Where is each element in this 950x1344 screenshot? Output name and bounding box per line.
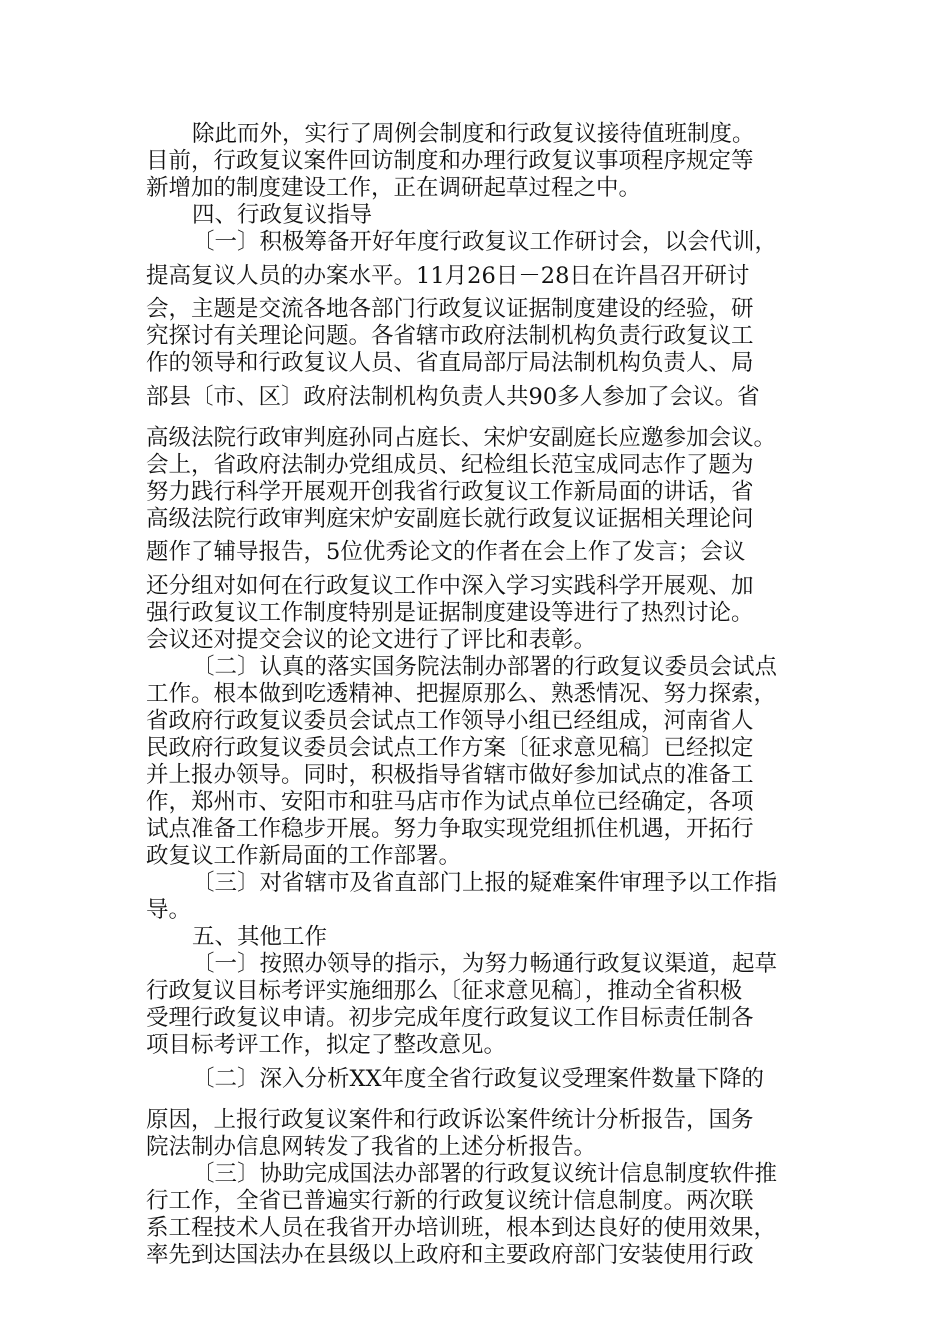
body-text-line: 高级法院行政审判庭孙同占庭长、宋炉安副庭长应邀参加会议。 — [146, 425, 777, 451]
body-text-line: 原因，上报行政复议案件和行政诉讼案件统计分析报告，国务 — [146, 1107, 754, 1133]
body-text-line: 院法制办信息网转发了我省的上述分析报告。 — [146, 1134, 597, 1160]
body-text-line: 部县〔市、区〕政府法制机构负责人共90多人参加了会议。省 — [146, 384, 760, 410]
body-text-line: 工作。根本做到吃透精神、把握原那么、熟悉情况、努力探索， — [146, 681, 777, 707]
body-text-line: 〔一〕按照办领导的指示，为努力畅通行政复议渠道，起草 — [192, 951, 778, 977]
body-text-line: 并上报办领导。同时，积极指导省辖市做好参加试点的准备工 — [146, 762, 754, 788]
body-text-line: 究探讨有关理论问题。各省辖市政府法制机构负责行政复议工 — [146, 323, 754, 349]
body-text-line: 率先到达国法办在县级以上政府和主要政府部门安装使用行政 — [146, 1242, 754, 1268]
body-text-line: 除此而外，实行了周例会制度和行政复议接待值班制度。 — [192, 121, 755, 147]
body-text-line: 题作了辅导报告，5位优秀论文的作者在会上作了发言；会议 — [146, 539, 746, 565]
body-text-line: 民政府行政复议委员会试点工作方案〔征求意见稿〕已经拟定 — [146, 735, 754, 761]
body-text-line: 〔三〕对省辖市及省直部门上报的疑难案件审理予以工作指 — [192, 870, 778, 896]
body-text-line: 新增加的制度建设工作，正在调研起草过程之中。 — [146, 175, 642, 201]
body-text-line: 系工程技术人员在我省开办培训班，根本到达良好的使用效果， — [146, 1215, 777, 1241]
body-text-line: 目前，行政复议案件回访制度和办理行政复议事项程序规定等 — [146, 148, 754, 174]
body-text-line: 受理行政复议申请。初步完成年度行政复议工作目标责任制各 — [146, 1005, 754, 1031]
body-text-line: 〔二〕认真的落实国务院法制办部署的行政复议委员会试点 — [192, 654, 778, 680]
body-text-line: 〔一〕积极筹备开好年度行政复议工作研讨会，以会代训， — [192, 229, 778, 255]
body-text-line: 提高复议人员的办案水平。11月26日－28日在许昌召开研讨 — [146, 263, 750, 289]
body-text-line: 会，主题是交流各地各部门行政复议证据制度建设的经验，研 — [146, 296, 754, 322]
body-text-line: 项目标考评工作，拟定了整改意见。 — [146, 1032, 507, 1058]
body-text-line: 努力践行科学开展观开创我省行政复议工作新局面的讲话，省 — [146, 479, 754, 505]
body-text-line: 作，郑州市、安阳市和驻马店市作为试点单位已经确定，各项 — [146, 789, 754, 815]
body-text-line: 高级法院行政审判庭宋炉安副庭长就行政复议证据相关理论问 — [146, 506, 754, 532]
body-text-line: 〔三〕协助完成国法办部署的行政复议统计信息制度软件推 — [192, 1161, 778, 1187]
body-text-line: 〔二〕深入分析XX年度全省行政复议受理案件数量下降的 — [192, 1066, 765, 1092]
body-text-line: 行工作，全省已普遍实行新的行政复议统计信息制度。两次联 — [146, 1188, 754, 1214]
body-text-line: 强行政复议工作制度特别是证据制度建设等进行了热烈讨论。 — [146, 600, 754, 626]
section-heading: 五、其他工作 — [192, 924, 328, 950]
body-text-line: 试点准备工作稳步开展。努力争取实现党组抓住机遇，开拓行 — [146, 816, 754, 842]
section-heading: 四、行政复议指导 — [192, 202, 373, 228]
body-text-line: 政复议工作新局面的工作部署。 — [146, 843, 462, 869]
body-text-line: 作的领导和行政复议人员、省直局部厅局法制机构负责人、局 — [146, 350, 754, 376]
body-text-line: 会上，省政府法制办党组成员、纪检组长范宝成同志作了题为 — [146, 452, 754, 478]
body-text-line: 还分组对如何在行政复议工作中深入学习实践科学开展观、加 — [146, 573, 754, 599]
body-text-line: 导。 — [146, 897, 192, 923]
body-text-line: 省政府行政复议委员会试点工作领导小组已经组成，河南省人 — [146, 708, 754, 734]
body-text-line: 会议还对提交会议的论文进行了评比和表彰。 — [146, 627, 597, 653]
body-text-line: 行政复议目标考评实施细那么〔征求意见稿〕，推动全省积极 — [146, 978, 743, 1004]
